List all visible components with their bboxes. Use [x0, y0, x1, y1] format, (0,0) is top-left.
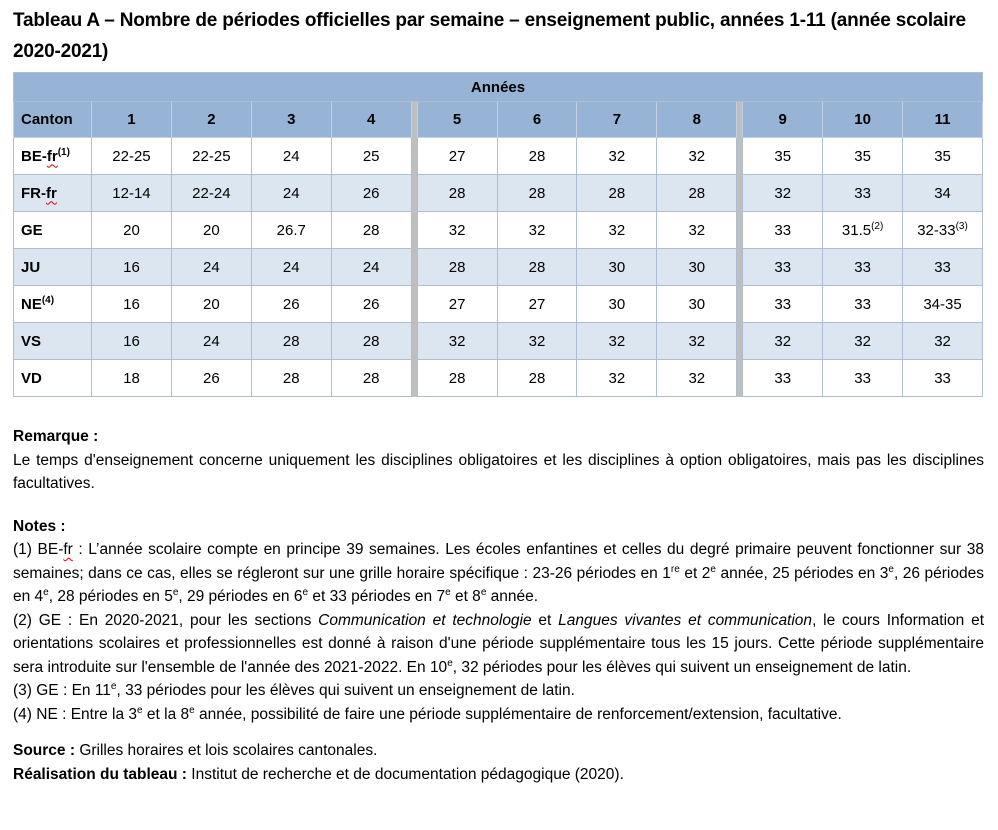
value-cell: 32-33$^{(3)}$	[903, 212, 983, 249]
value-cell: 28	[331, 360, 411, 397]
value-cell: 18	[92, 360, 172, 397]
value-cell: 28	[251, 323, 331, 360]
table-row	[14, 212, 983, 249]
year-header-cell: 6	[497, 102, 577, 138]
value-cell: 28	[497, 249, 577, 286]
value-cell: 33	[903, 360, 983, 397]
value-cell: 32	[823, 323, 903, 360]
value-cell: 16	[92, 323, 172, 360]
value-cell: 24	[171, 249, 251, 286]
value-cell: 33	[823, 360, 903, 397]
year-header-cell: 5	[417, 102, 497, 138]
value-cell: 35	[903, 138, 983, 175]
year-header-cell: 1	[92, 102, 172, 138]
canton-cell: $BE-fr^{(1)}$	[14, 138, 92, 175]
value-cell: 33	[743, 286, 823, 323]
value-cell: 32	[497, 212, 577, 249]
value-cell: 33	[743, 360, 823, 397]
canton-cell: NE$^{(4)}$	[14, 286, 92, 323]
value-cell: 32	[657, 323, 737, 360]
value-cell: 28	[417, 175, 497, 212]
notes-label: Notes :	[13, 517, 66, 535]
value-cell: 30	[577, 286, 657, 323]
value-cell: 32	[657, 212, 737, 249]
year-header-cell: 9	[743, 102, 823, 138]
canton-cell: GE	[14, 212, 92, 249]
value-cell: 28	[251, 360, 331, 397]
canton-cell: JU	[14, 249, 92, 286]
notes-list	[13, 538, 984, 726]
value-cell: 30	[657, 249, 737, 286]
value-cell: 26	[331, 175, 411, 212]
page-title: Tableau A – Nombre de périodes officielles par semaine – enseignement public, années 1-11 (année scolaire 2020-2021)	[13, 10, 966, 62]
value-cell: 26	[331, 286, 411, 323]
years-header-row	[14, 73, 983, 102]
note-item: (3) GE : En 11e, 33 périodes pour les élèves qui suivent un enseignement de latin.	[13, 680, 575, 699]
table-row	[14, 323, 983, 360]
year-header-cell: 3	[251, 102, 331, 138]
value-cell: 32	[577, 360, 657, 397]
table-row	[14, 175, 983, 212]
value-cell: 32	[577, 212, 657, 249]
value-cell: 34	[903, 175, 983, 212]
value-cell: 28	[497, 175, 577, 212]
remark-text: Le temps d'enseignement concerne uniquement les disciplines obligatoires et les disciplines à option obligatoires, mais pas les disciplines facultatives.	[13, 451, 984, 492]
table-row	[14, 138, 983, 175]
canton-cell: VD	[14, 360, 92, 397]
value-cell: 28	[331, 212, 411, 249]
table-row	[14, 360, 983, 397]
value-cell: 32	[903, 323, 983, 360]
value-cell: 20	[171, 212, 251, 249]
value-cell: 33	[823, 175, 903, 212]
canton-header-cell: Canton	[14, 102, 92, 138]
value-cell: 16	[92, 286, 172, 323]
value-cell: 33	[823, 286, 903, 323]
value-cell: 28	[497, 138, 577, 175]
value-cell: 24	[251, 175, 331, 212]
value-cell: 26.7	[251, 212, 331, 249]
value-cell: 24	[251, 138, 331, 175]
year-header-cell: 2	[171, 102, 251, 138]
value-cell: 28	[577, 175, 657, 212]
source-text: Grilles horaires et lois scolaires cantonales.	[79, 742, 378, 759]
value-cell: 34-35	[903, 286, 983, 323]
value-cell: 33	[903, 249, 983, 286]
value-cell: 26	[251, 286, 331, 323]
value-cell: 32	[417, 212, 497, 249]
value-cell: 35	[823, 138, 903, 175]
value-cell: 24	[331, 249, 411, 286]
value-cell: 35	[743, 138, 823, 175]
value-cell: 24	[251, 249, 331, 286]
value-cell: 22-25	[171, 138, 251, 175]
realisation-label: Réalisation du tableau :	[13, 765, 187, 783]
table-row	[14, 249, 983, 286]
value-cell: 33	[823, 249, 903, 286]
years-group-header: Années	[14, 73, 983, 102]
realisation-text: Institut de recherche et de documentation pédagogique (2020).	[191, 765, 624, 783]
source-section	[13, 739, 984, 786]
value-cell: 27	[417, 138, 497, 175]
note-item: (2) GE : En 2020-2021, pour les sections Communication et technologie et Langues vivantes et communication, le cours Information et orientations scolaires et professionnelles est donné à raison d'une période supplémentaire tous les 15 jours. Cette période supplémentaire sera introduite sur l'ensemble de l'année des 2021-2022. En 10e, 32 périodes pour les élèves qui suivent un enseignement de latin.	[13, 611, 984, 676]
value-cell: 32	[743, 175, 823, 212]
value-cell: 22-25	[92, 138, 172, 175]
value-cell: 32	[577, 323, 657, 360]
remark-section	[13, 425, 984, 496]
value-cell: 28	[657, 175, 737, 212]
value-cell: 28	[497, 360, 577, 397]
periods-table	[13, 72, 983, 397]
value-cell: 20	[92, 212, 172, 249]
source-line	[13, 739, 984, 763]
year-header-cell: 7	[577, 102, 657, 138]
value-cell: 30	[577, 249, 657, 286]
value-cell: 31.5$^{(2)}$	[823, 212, 903, 249]
year-header-cell: 8	[657, 102, 737, 138]
value-cell: 26	[171, 360, 251, 397]
notes-section	[13, 515, 984, 727]
canton-cell: FR-fr	[14, 175, 92, 212]
value-cell: 27	[417, 286, 497, 323]
canton-cell: VS	[14, 323, 92, 360]
note-item: (4) NE : Entre la 3e et la 8e année, possibilité de faire une période supplémentaire de renforcement/extension, facultative.	[13, 704, 842, 723]
value-cell: 22-24	[171, 175, 251, 212]
year-header-cell: 11	[903, 102, 983, 138]
value-cell: 32	[743, 323, 823, 360]
year-header-cell: 4	[331, 102, 411, 138]
table-row	[14, 286, 983, 323]
value-cell: 24	[171, 323, 251, 360]
value-cell: 33	[743, 212, 823, 249]
value-cell: 28	[417, 249, 497, 286]
value-cell: 27	[497, 286, 577, 323]
value-cell: 20	[171, 286, 251, 323]
value-cell: 32	[577, 138, 657, 175]
value-cell: 28	[331, 323, 411, 360]
value-cell: 25	[331, 138, 411, 175]
year-header-cell: 10	[823, 102, 903, 138]
value-cell: 12-14	[92, 175, 172, 212]
value-cell: 16	[92, 249, 172, 286]
note-item: (1) BE-fr : L’année scolaire compte en principe 39 semaines. Les écoles enfantines et celles du degré primaire peuvent fonctionner sur 38 semaines; dans ce cas, elles se régleront sur une grille horaire spécifique : 23-26 périodes en 1re et 2e année, 25 périodes en 3e, 26 périodes en 4e, 28 périodes en 5e, 29 périodes en 6e et 33 périodes en 7e et 8e année.	[13, 541, 984, 605]
column-header-row	[14, 102, 983, 138]
value-cell: 30	[657, 286, 737, 323]
source-label: Source :	[13, 742, 76, 759]
value-cell: 32	[657, 360, 737, 397]
value-cell: 33	[743, 249, 823, 286]
remark-label: Remarque :	[13, 428, 99, 445]
value-cell: 32	[417, 323, 497, 360]
realisation-line	[13, 763, 984, 787]
value-cell: 32	[657, 138, 737, 175]
value-cell: 32	[497, 323, 577, 360]
value-cell: 28	[417, 360, 497, 397]
